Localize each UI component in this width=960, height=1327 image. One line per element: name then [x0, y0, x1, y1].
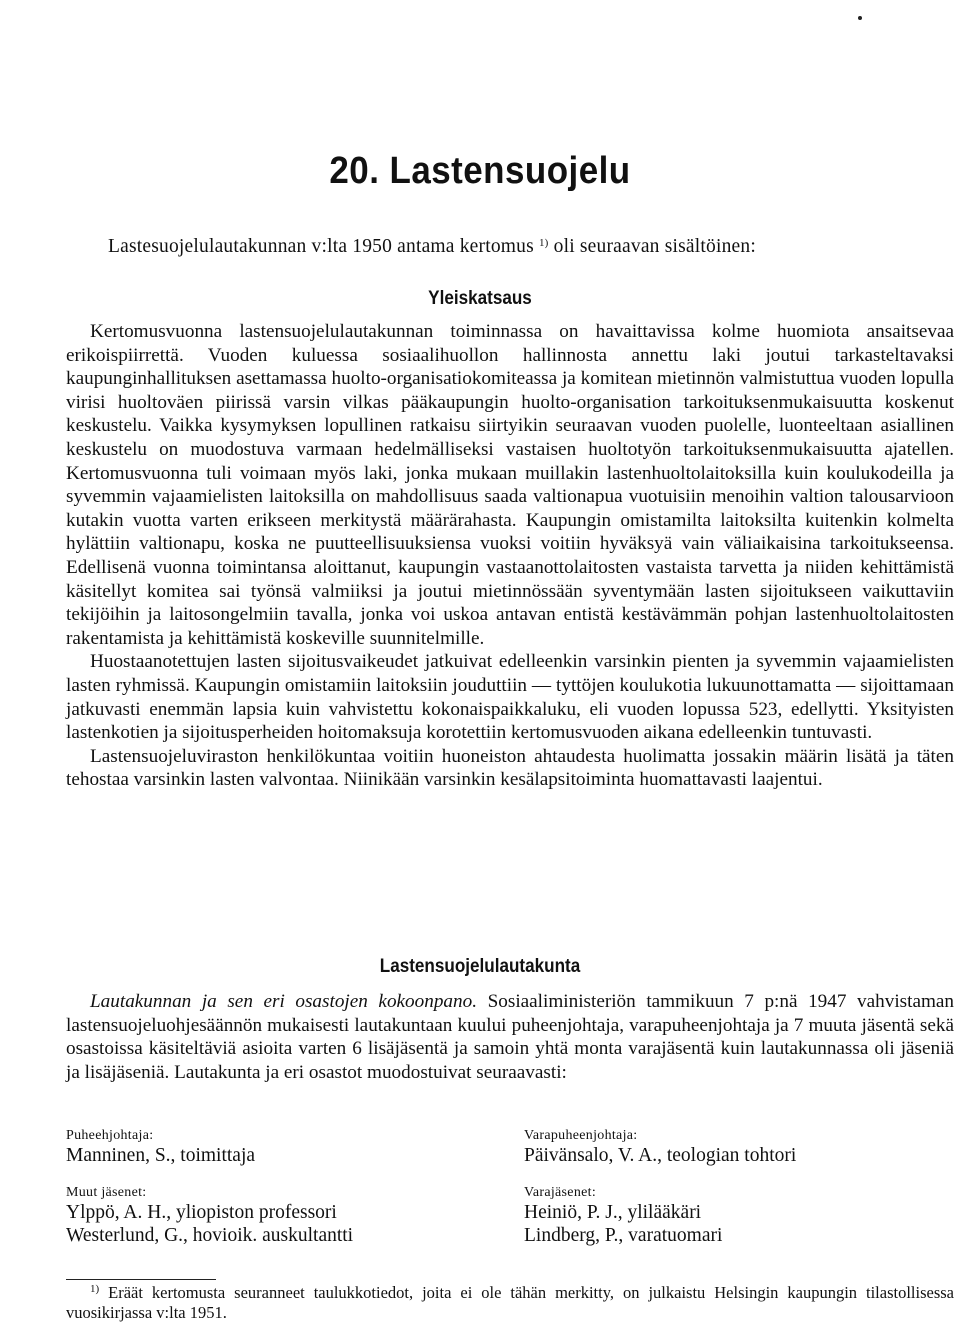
overview-heading: Yleiskatsaus: [428, 288, 532, 309]
chair-role: Puheehjohtaja:: [66, 1128, 154, 1143]
footnote-ref: 1): [538, 237, 549, 249]
member-name: Westerlund, G., hovioik. auskultantti: [66, 1225, 354, 1246]
board-body: [66, 990, 954, 1084]
overview-body: [66, 320, 954, 792]
member-name: Ylppö, A. H., yliopiston professori: [66, 1202, 337, 1223]
chapter-title: 20. Lastensuojelu: [329, 150, 631, 192]
footnote-text: Eräät kertomusta seuranneet taulukkotiedot, joita ei ole tähän merkitty, on julkaistu Helsingin kaupungin tilastollisessa vuosikirjassa v:lta 1951.: [66, 1283, 954, 1322]
footnote-divider: [66, 1279, 216, 1280]
chair-name: Manninen, S., toimittaja: [66, 1145, 256, 1166]
board-italic-lead: Lautakunnan ja sen eri osastojen kokoonpano.: [90, 991, 478, 1012]
board-heading: Lastensuojelulautakunta: [379, 956, 581, 977]
scan-dot: [858, 16, 862, 20]
members-left-column: [66, 1128, 486, 1247]
intro-tail: oli seuraavan sisältöinen:: [548, 236, 756, 257]
board-text: Sosiaaliministeriön tammikuun 7 p:nä 1947 vahvistaman lastensuojeluohjesäännön mukaisesti lautakuntaan kuului puheenjohtaja, varapuheenjohtaja ja 7 muuta jäsentä sekä osastoissa käsiteltäviä asioita varten 6 lisäjäsentä ja samoin yhtä monta varajäsentä kuin lautakunnassa oli jäseniä ja lisäjäseniä. Lautakunta ja eri osastot muodostuivat seuraavasti:: [66, 991, 954, 1083]
other-members-role: Muut jäsenet:: [66, 1185, 147, 1200]
overview-paragraph: Huostaanotettujen lasten sijoitusvaikeudet jatkuivat edelleenkin varsinkin pienten ja syvemmin vajaamielisten lasten ryhmissä. Kaupungin omistamiin laitoksiin jouduttiin — tyttöjen koulukotia lukuunottamatta — sijoittamaan jatkuvasti enemmän lapsia kuin vahvistettu kokonaispaikkaluku, eli vuoden lopussa 523, edellytti. Yksityisten lastenkotien ja sijoitusperheiden hoitomaksuja korotettiin kertomusvuoden aikana edelleenkin tuntuvasti.: [66, 651, 954, 744]
overview-paragraph: Kertomusvuonna lastensuojelulautakunnan toiminnassa on havaittavissa kolme huomiota ansaitsevaa erikoispiirrettä. Vuoden kuluessa sosiaalihuollon hallinnosta annettu laki joutui tarkasteltavaksi kaupunginhallituksen asettamassa huolto-organisatiokomiteassa ja komitean mietinnön valmistuttua vuoden lopulla virisi huoltoväen piirissä varsin vilkas pääkaupungin huolto-organisation tarkoituksenmukaisuutta koskenut keskustelu. Vaikka kysymyksen lopullinen ratkaisu siirtyikin seuraavan vuoden puolelle, luonteeltaan asiallinen keskustelu on muodostuva varmaan hedelmälliseksi vastaisen huoltotyön tarkoituksenmukaisuutta ajatellen. Kertomusvuonna tuli voimaan myös laki, jonka mukaan muillakin lastenhuoltolaitoksilla kuin koulukodeilla ja syvemmin vajaamielisten laitoksilla on mahdollisuus saada valtionapua vuotuisiin menoihin valtion talousarvioon kutakin vuotta varten erikseen merkitystä määrärahasta. Kaupungin omistamilta laitoksilta kuitenkin kolmelta hylättiin valtionapu, koska ne puutteellisuuksiensa vuoksi voitiin hyväksyä vain väliaikaisina tarkoitukseensa. Edellisenä vuonna toimintansa aloittanut, kaupungin vastaanottolaitosten vastaista tarvetta ja niiden kehittämistä käsitellyt komitea sai työnsä valmiiksi ja joutui mietinnössään syventymään lasten sijoitukseen vaikuttaviin tekijöihin ja laitosongelmiin tavalla, jonka voi uskoa antavan entistä kestävämmän pohjan lastenhuoltolaitosten rakentamista ja kehittämistä koskeville suunnitelmille.: [66, 321, 954, 649]
deputy-name: Lindberg, P., varatuomari: [524, 1225, 723, 1246]
board-paragraph: [66, 990, 954, 1084]
footnote: [66, 1283, 954, 1323]
vice-chair-role: Varapuheenjohtaja:: [524, 1128, 638, 1143]
deputy-name: Heiniö, P. J., ylilääkäri: [524, 1202, 702, 1223]
vice-chair-name: Päivänsalo, V. A., teologian tohtori: [524, 1145, 797, 1166]
footnote-mark: 1): [90, 1283, 100, 1295]
intro-line: [108, 236, 756, 258]
intro-text: Lastesuojelulautakunnan v:lta 1950 antama kertomus: [108, 236, 534, 257]
members-right-column: [524, 1128, 944, 1247]
deputy-members-role: Varajäsenet:: [524, 1185, 597, 1200]
overview-paragraph: Lastensuojeluviraston henkilökuntaa voitiin huoneiston ahtaudesta huolimatta jossakin määrin lisätä ja täten tehostaa varsinkin lasten valvontaa. Niinikään varsinkin kesälapsitoiminta huomattavasti laajentui.: [66, 745, 954, 791]
